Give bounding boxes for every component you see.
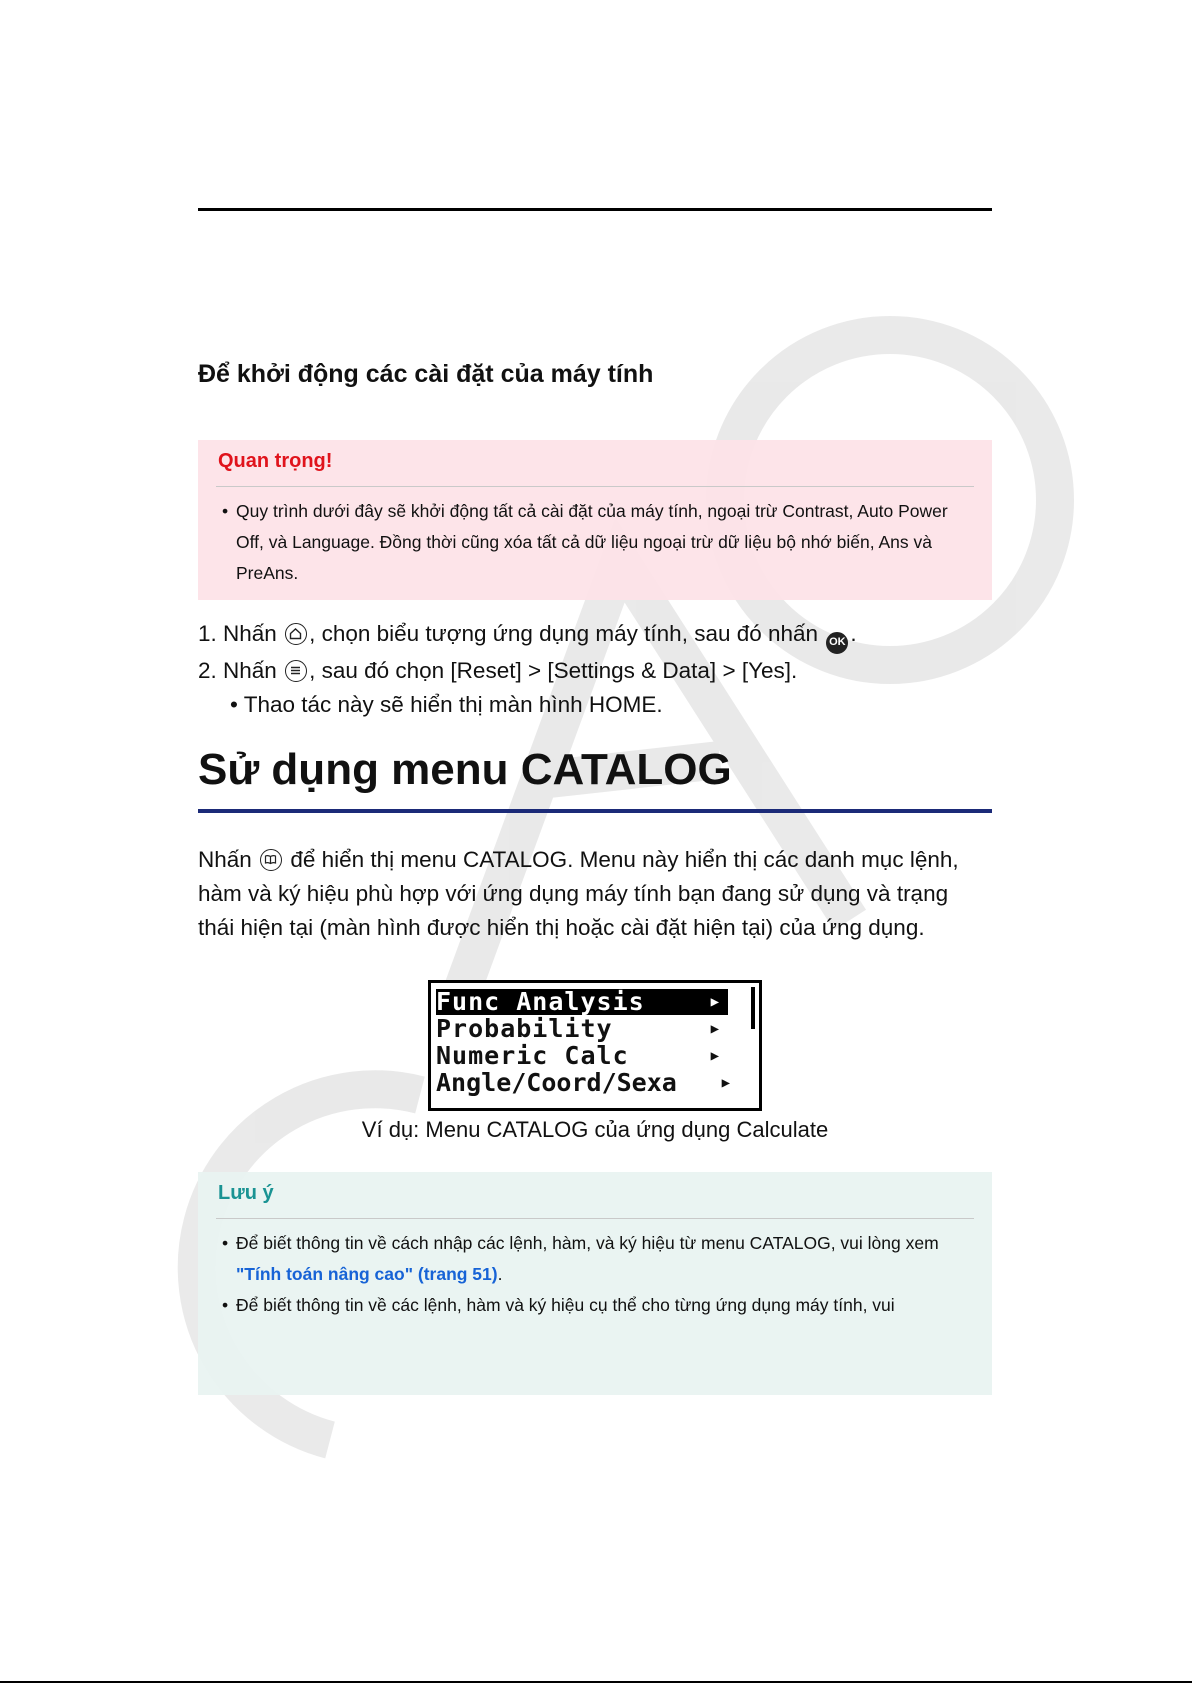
steps-list <box>198 617 857 722</box>
catalog-key-icon <box>260 849 282 871</box>
lcd-arrow-icon: ▶ <box>710 1021 720 1037</box>
lcd-arrow-icon: ▶ <box>721 1075 730 1091</box>
bullet-dot: • <box>222 501 229 521</box>
lcd-row <box>436 1016 728 1042</box>
lcd-row-text: Func Analysis <box>436 987 645 1016</box>
step-1-text: , chọn biểu tượng ứng dụng máy tính, sau đó nhấn <box>309 621 819 646</box>
figure-caption: Ví dụ: Menu CATALOG của ứng dụng Calculate <box>361 1117 829 1142</box>
important-callout <box>198 440 992 600</box>
section-title: Sử dụng menu CATALOG <box>198 745 732 794</box>
note-bullet-1-end: . <box>497 1264 503 1284</box>
note-bullet-1-text <box>222 1228 974 1290</box>
lcd-arrow-icon: ▶ <box>710 1048 720 1064</box>
step-2-prefix: 2. Nhấn <box>198 658 277 683</box>
home-key-icon <box>285 623 307 645</box>
ok-key-icon: OK <box>826 632 848 654</box>
note-bullet-2-text: Để biết thông tin về các lệnh, hàm và ký hiệu cụ thể cho từng ứng dụng máy tính, vui <box>236 1295 895 1315</box>
note-bullet-1 <box>222 1228 974 1290</box>
bottom-rule <box>0 1681 1192 1683</box>
step-2-text: , sau đó chọn [Reset] > [Settings & Data] > [Yes]. <box>309 658 798 683</box>
note-callout <box>198 1172 992 1395</box>
important-title: Quan trọng! <box>218 450 333 472</box>
step-2 <box>198 654 857 688</box>
lcd-row-selected <box>436 989 728 1015</box>
lcd-row <box>436 1070 728 1096</box>
menu-key-icon <box>285 660 307 682</box>
lcd-row-text: Probability <box>436 1014 613 1043</box>
note-bullet-2 <box>222 1290 974 1321</box>
top-rule <box>198 208 992 211</box>
important-bullet-text: Quy trình dưới đây sẽ khởi động tất cả cài đặt của máy tính, ngoại trừ Contrast, Auto Power Off, và Language. Đồng thời cũng xóa tất cả dữ liệu ngoại trừ dữ liệu bộ nhớ biến, Ans và PreAns. <box>236 501 948 583</box>
para-text: để hiển thị menu CATALOG. Menu này hiển thị các danh mục lệnh, hàm và ký hiệu phù hợp với ứng dụng máy tính bạn đang sử dụng và trạng thái hiện tại (màn hình được hiển thị hoặc cài đặt hiện tại) của ứng dụng. <box>198 847 959 940</box>
note-title: Lưu ý <box>218 1182 274 1204</box>
lcd-row <box>436 1043 728 1069</box>
subsection-heading: Để khởi động các cài đặt của máy tính <box>198 360 654 388</box>
step-2-note: • Thao tác này sẽ hiển thị màn hình HOME. <box>230 692 663 717</box>
catalog-lcd-screen <box>428 980 762 1111</box>
step-1-prefix: 1. Nhấn <box>198 621 277 646</box>
page-link[interactable]: "Tính toán nâng cao" (trang 51) <box>236 1264 498 1284</box>
para-prefix: Nhấn <box>198 847 252 872</box>
lcd-scrollbar <box>751 987 755 1029</box>
callout-separator <box>216 486 974 487</box>
bullet-dot: • <box>222 1233 229 1253</box>
lcd-row-text: Numeric Calc <box>436 1041 629 1070</box>
important-bullet <box>222 496 974 589</box>
lcd-row-text: Angle/Coord/Sexa <box>436 1068 677 1097</box>
bullet-dot: • <box>222 1295 229 1315</box>
step-1 <box>198 617 857 654</box>
lcd-arrow-icon: ▶ <box>710 994 720 1010</box>
note-bullet-1-lead: Để biết thông tin về cách nhập các lệnh, hàm, và ký hiệu từ menu CATALOG, vui lòng xem <box>236 1233 939 1253</box>
step-1-end: . <box>850 621 857 646</box>
catalog-paragraph <box>198 843 978 945</box>
callout-separator <box>216 1218 974 1219</box>
section-rule <box>198 809 992 813</box>
